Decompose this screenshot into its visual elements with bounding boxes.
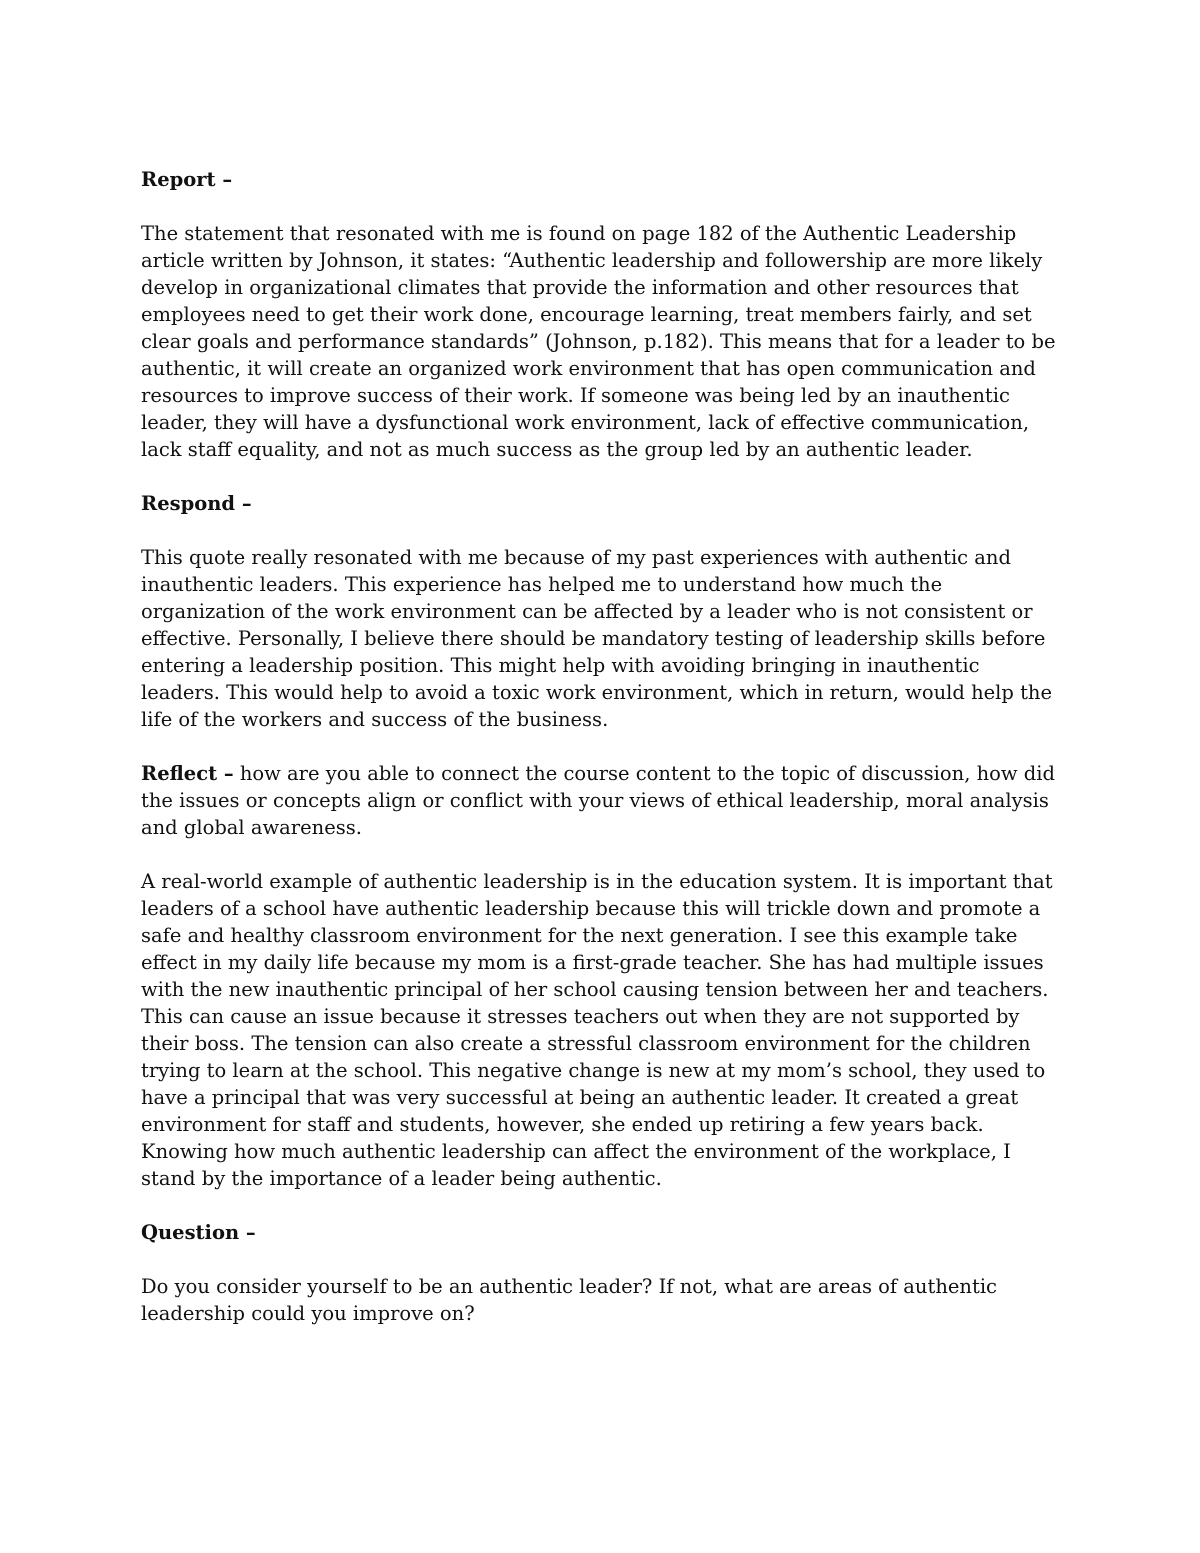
spacer (141, 841, 1061, 868)
spacer (141, 1192, 1061, 1219)
respond-paragraph: This quote really resonated with me because of my past experiences with authentic and inauthentic leaders. This experience has helped me to understand how much the organization of the work environment can be affected by a leader who is not consistent or effective. Personally, I believe there should be mandatory testing of leadership skills before entering a leadership position. This might help with avoiding bringing in inauthentic leaders. This would help to avoid a toxic work environment, which in return, would help the life of the workers and success of the business. (141, 546, 1053, 731)
reflect-paragraph: A real-world example of authentic leadership is in the education system. It is important that leaders of a school have authentic leadership because this will trickle down and promote a safe and healthy classroom environment for the next generation. I see this example take effect in my daily life because my mom is a first-grade teacher. She has had multiple issues with the new inauthentic principal of her school causing tension between her and teachers. This can cause an issue because it stresses teachers out when they are not supported by their boss. The tension can also create a stressful classroom environment for the children trying to learn at the school. This negative change is new at my mom’s school, they used to have a principal that was very successful at being an authentic leader. It created a great environment for staff and students, however, she ended up retiring a few years back. Knowing how much authentic leadership can affect the environment of the workplace, I stand by the importance of a leader being authentic. (141, 870, 1053, 1190)
spacer (141, 463, 1061, 490)
reflect-heading: Reflect – (141, 762, 234, 785)
spacer (141, 193, 1061, 220)
question-heading: Question – (141, 1221, 256, 1244)
reflect-prompt-paragraph (141, 760, 1061, 841)
document-page (141, 166, 1061, 1327)
reflect-prompt: how are you able to connect the course content to the topic of discussion, how did the issues or concepts align or conflict with your views of ethical leadership, moral analysis and global awareness. (141, 762, 1055, 839)
spacer (141, 733, 1061, 760)
spacer (141, 517, 1061, 544)
report-heading: Report – (141, 168, 233, 191)
question-paragraph: Do you consider yourself to be an authentic leader? If not, what are areas of authentic leadership could you improve on? (141, 1275, 997, 1325)
spacer (141, 1246, 1061, 1273)
respond-heading: Respond – (141, 492, 252, 515)
report-paragraph: The statement that resonated with me is found on page 182 of the Authentic Leadership article written by Johnson, it states: “Authentic leadership and followership are more likely develop in organizational climates that provide the information and other resources that employees need to get their work done, encourage learning, treat members fairly, and set clear goals and performance standards” (Johnson, p.182). This means that for a leader to be authentic, it will create an organized work environment that has open communication and resources to improve success of their work. If someone was being led by an inauthentic leader, they will have a dysfunctional work environment, lack of effective communication, lack staff equality, and not as much success as the group led by an authentic leader. (141, 222, 1056, 461)
